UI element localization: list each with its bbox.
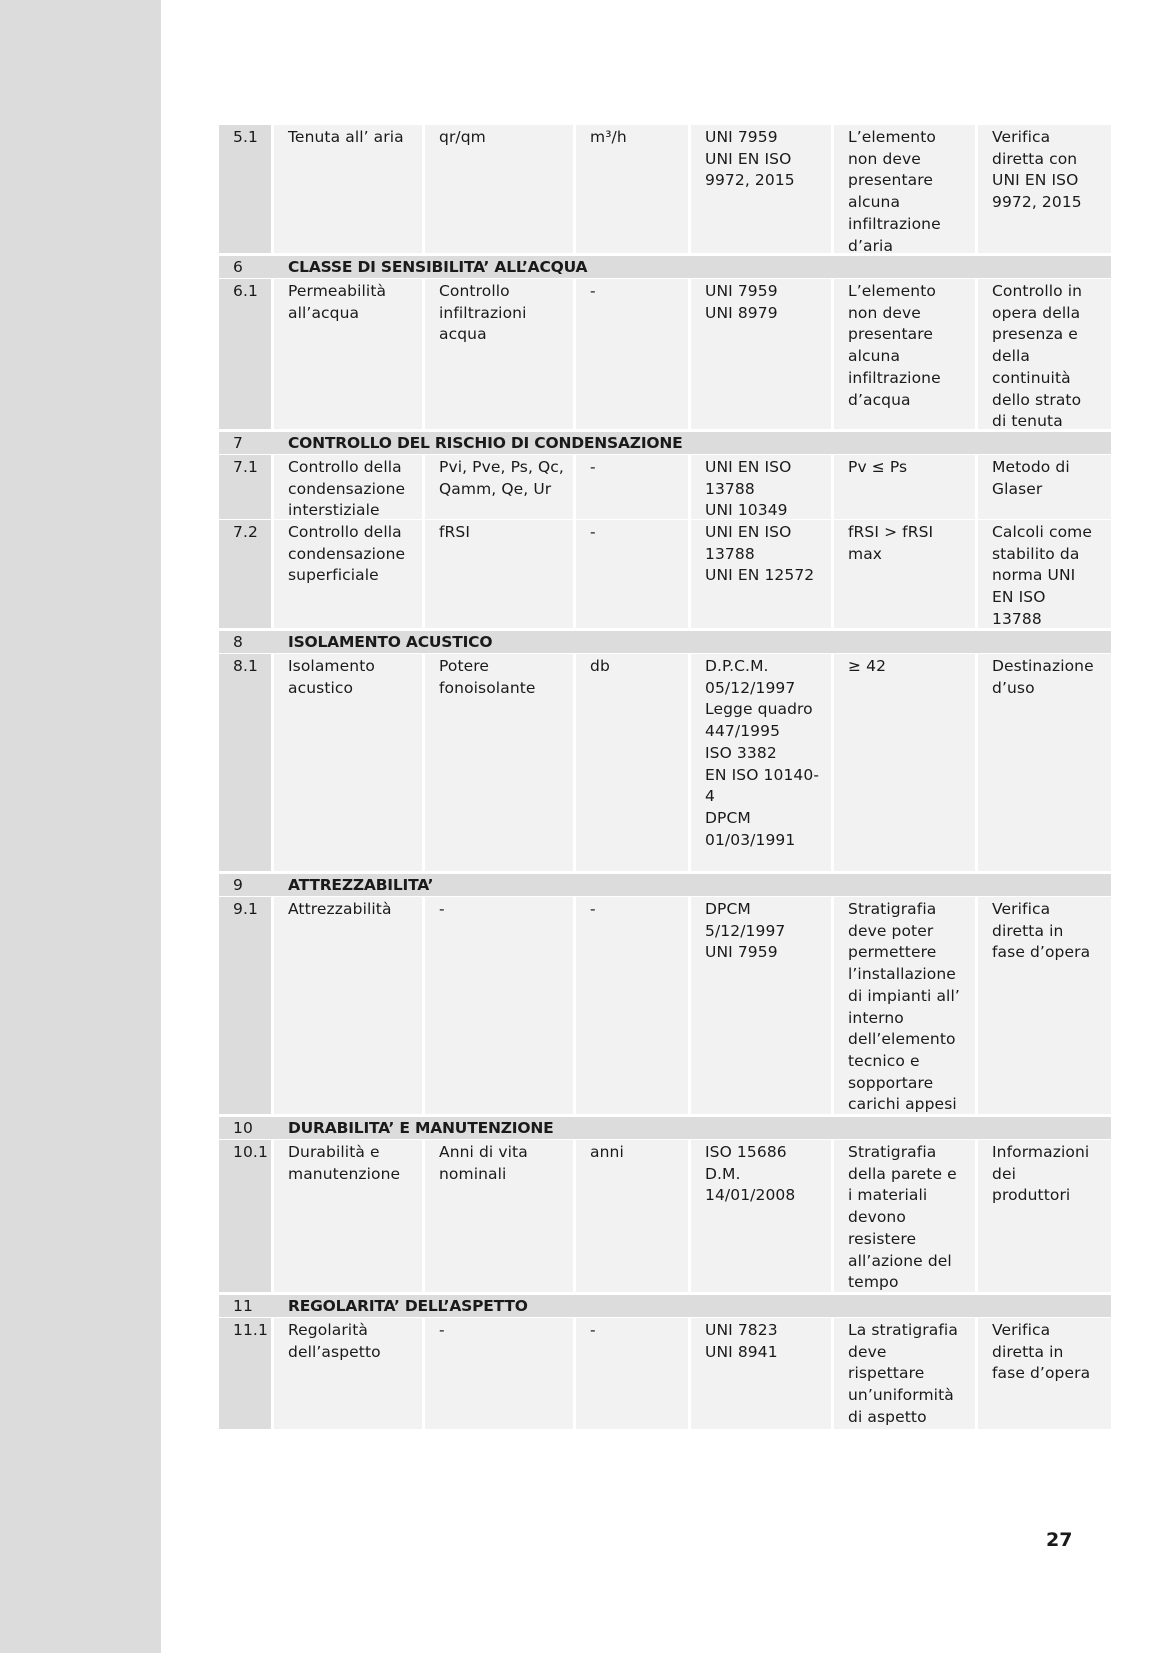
item-number-cell: 8.1 [219, 654, 271, 871]
section-number: 7 [233, 434, 243, 452]
section-header-row [219, 1117, 1111, 1139]
requirement-name-cell: Permeabilità all’acqua [274, 279, 422, 429]
item-number-cell: 7.1 [219, 455, 271, 519]
verification-method-cell: Destinazione d’uso [978, 654, 1111, 871]
requirement-name-cell: Tenuta all’ aria [274, 125, 422, 253]
verification-method-cell: Verifica diretta con UNI EN ISO 9972, 2015 [978, 125, 1111, 253]
verification-method-cell: Metodo di Glaser [978, 455, 1111, 519]
table-row [219, 279, 1111, 429]
section-title: ISOLAMENTO ACUSTICO [288, 633, 493, 651]
unit-cell: - [576, 1318, 688, 1429]
item-number-cell: 10.1 [219, 1140, 271, 1292]
section-header-row [219, 432, 1111, 454]
acceptance-criteria-cell: Pv ≤ Ps [834, 455, 975, 519]
item-number-cell: 7.2 [219, 520, 271, 628]
verification-method-cell: Verifica diretta in fase d’opera [978, 897, 1111, 1114]
unit-cell: - [576, 897, 688, 1114]
parameter-cell: Potere fonoisolante [425, 654, 573, 871]
reference-standards-cell: DPCM 5/12/1997 UNI 7959 [691, 897, 831, 1114]
section-title: CONTROLLO DEL RISCHIO DI CONDENSAZIONE [288, 434, 683, 452]
parameter-cell: Anni di vita nominali [425, 1140, 573, 1292]
section-title: CLASSE DI SENSIBILITA’ ALL’ACQUA [288, 258, 588, 276]
reference-standards-cell: UNI EN ISO 13788 UNI 10349 [691, 455, 831, 519]
reference-standards-cell: UNI 7959 UNI EN ISO 9972, 2015 [691, 125, 831, 253]
acceptance-criteria-cell: fRSI > fRSI max [834, 520, 975, 628]
acceptance-criteria-cell: ≥ 42 [834, 654, 975, 871]
verification-method-cell: Controllo in opera della presenza e della continuità dello strato di tenuta [978, 279, 1111, 429]
acceptance-criteria-cell: La stratigrafia deve rispettare un’uniformità di aspetto [834, 1318, 975, 1429]
unit-cell: anni [576, 1140, 688, 1292]
unit-cell: db [576, 654, 688, 871]
unit-cell: - [576, 279, 688, 429]
table-row [219, 125, 1111, 253]
table-row [219, 455, 1111, 519]
acceptance-criteria-cell: L’elemento non deve presentare alcuna infiltrazione d’acqua [834, 279, 975, 429]
verification-method-cell: Verifica diretta in fase d’opera [978, 1318, 1111, 1429]
requirements-table [219, 125, 1111, 1429]
verification-method-cell: Calcoli come stabilito da norma UNI EN ISO 13788 [978, 520, 1111, 628]
parameter-cell: Controllo infiltrazioni acqua [425, 279, 573, 429]
parameter-cell: - [425, 897, 573, 1114]
section-header-row [219, 631, 1111, 653]
section-number: 11 [233, 1297, 253, 1315]
requirement-name-cell: Isolamento acustico [274, 654, 422, 871]
section-title: DURABILITA’ E MANUTENZIONE [288, 1119, 554, 1137]
section-header-row [219, 874, 1111, 896]
unit-cell: - [576, 520, 688, 628]
unit-cell: - [576, 455, 688, 519]
acceptance-criteria-cell: Stratigrafia deve poter permettere l’installazione di impianti all’ interno dell’elemento tecnico e sopportare carichi appesi [834, 897, 975, 1114]
table-row [219, 1140, 1111, 1292]
section-header-row [219, 256, 1111, 278]
requirement-name-cell: Controllo della condensazione interstiziale [274, 455, 422, 519]
acceptance-criteria-cell: Stratigrafia della parete e i materiali devono resistere all’azione del tempo [834, 1140, 975, 1292]
item-number-cell: 9.1 [219, 897, 271, 1114]
reference-standards-cell: ISO 15686 D.M. 14/01/2008 [691, 1140, 831, 1292]
table-row [219, 897, 1111, 1114]
item-number-cell: 11.1 [219, 1318, 271, 1429]
reference-standards-cell: D.P.C.M. 05/12/1997 Legge quadro 447/1995 ISO 3382 EN ISO 10140- 4 DPCM 01/03/1991 [691, 654, 831, 871]
section-title: ATTREZZABILITA’ [288, 876, 434, 894]
requirement-name-cell: Controllo della condensazione superficiale [274, 520, 422, 628]
verification-method-cell: Informazioni dei produttori [978, 1140, 1111, 1292]
section-number: 8 [233, 633, 243, 651]
section-header-row [219, 1295, 1111, 1317]
requirement-name-cell: Regolarità dell’aspetto [274, 1318, 422, 1429]
parameter-cell: Pvi, Pve, Ps, Qc, Qamm, Qe, Ur [425, 455, 573, 519]
item-number-cell: 5.1 [219, 125, 271, 253]
section-number: 10 [233, 1119, 253, 1137]
section-number: 9 [233, 876, 243, 894]
table-row [219, 520, 1111, 628]
requirement-name-cell: Attrezzabilità [274, 897, 422, 1114]
parameter-cell: fRSI [425, 520, 573, 628]
reference-standards-cell: UNI 7823 UNI 8941 [691, 1318, 831, 1429]
page-number: 27 [1046, 1529, 1073, 1551]
table-row [219, 1318, 1111, 1429]
requirement-name-cell: Durabilità e manutenzione [274, 1140, 422, 1292]
unit-cell: m³/h [576, 125, 688, 253]
section-title: REGOLARITA’ DELL’ASPETTO [288, 1297, 528, 1315]
left-margin-band [0, 0, 161, 1653]
parameter-cell: - [425, 1318, 573, 1429]
item-number-cell: 6.1 [219, 279, 271, 429]
reference-standards-cell: UNI EN ISO 13788 UNI EN 12572 [691, 520, 831, 628]
section-number: 6 [233, 258, 243, 276]
acceptance-criteria-cell: L’elemento non deve presentare alcuna infiltrazione d’aria [834, 125, 975, 253]
reference-standards-cell: UNI 7959 UNI 8979 [691, 279, 831, 429]
table-row [219, 654, 1111, 871]
parameter-cell: qr/qm [425, 125, 573, 253]
